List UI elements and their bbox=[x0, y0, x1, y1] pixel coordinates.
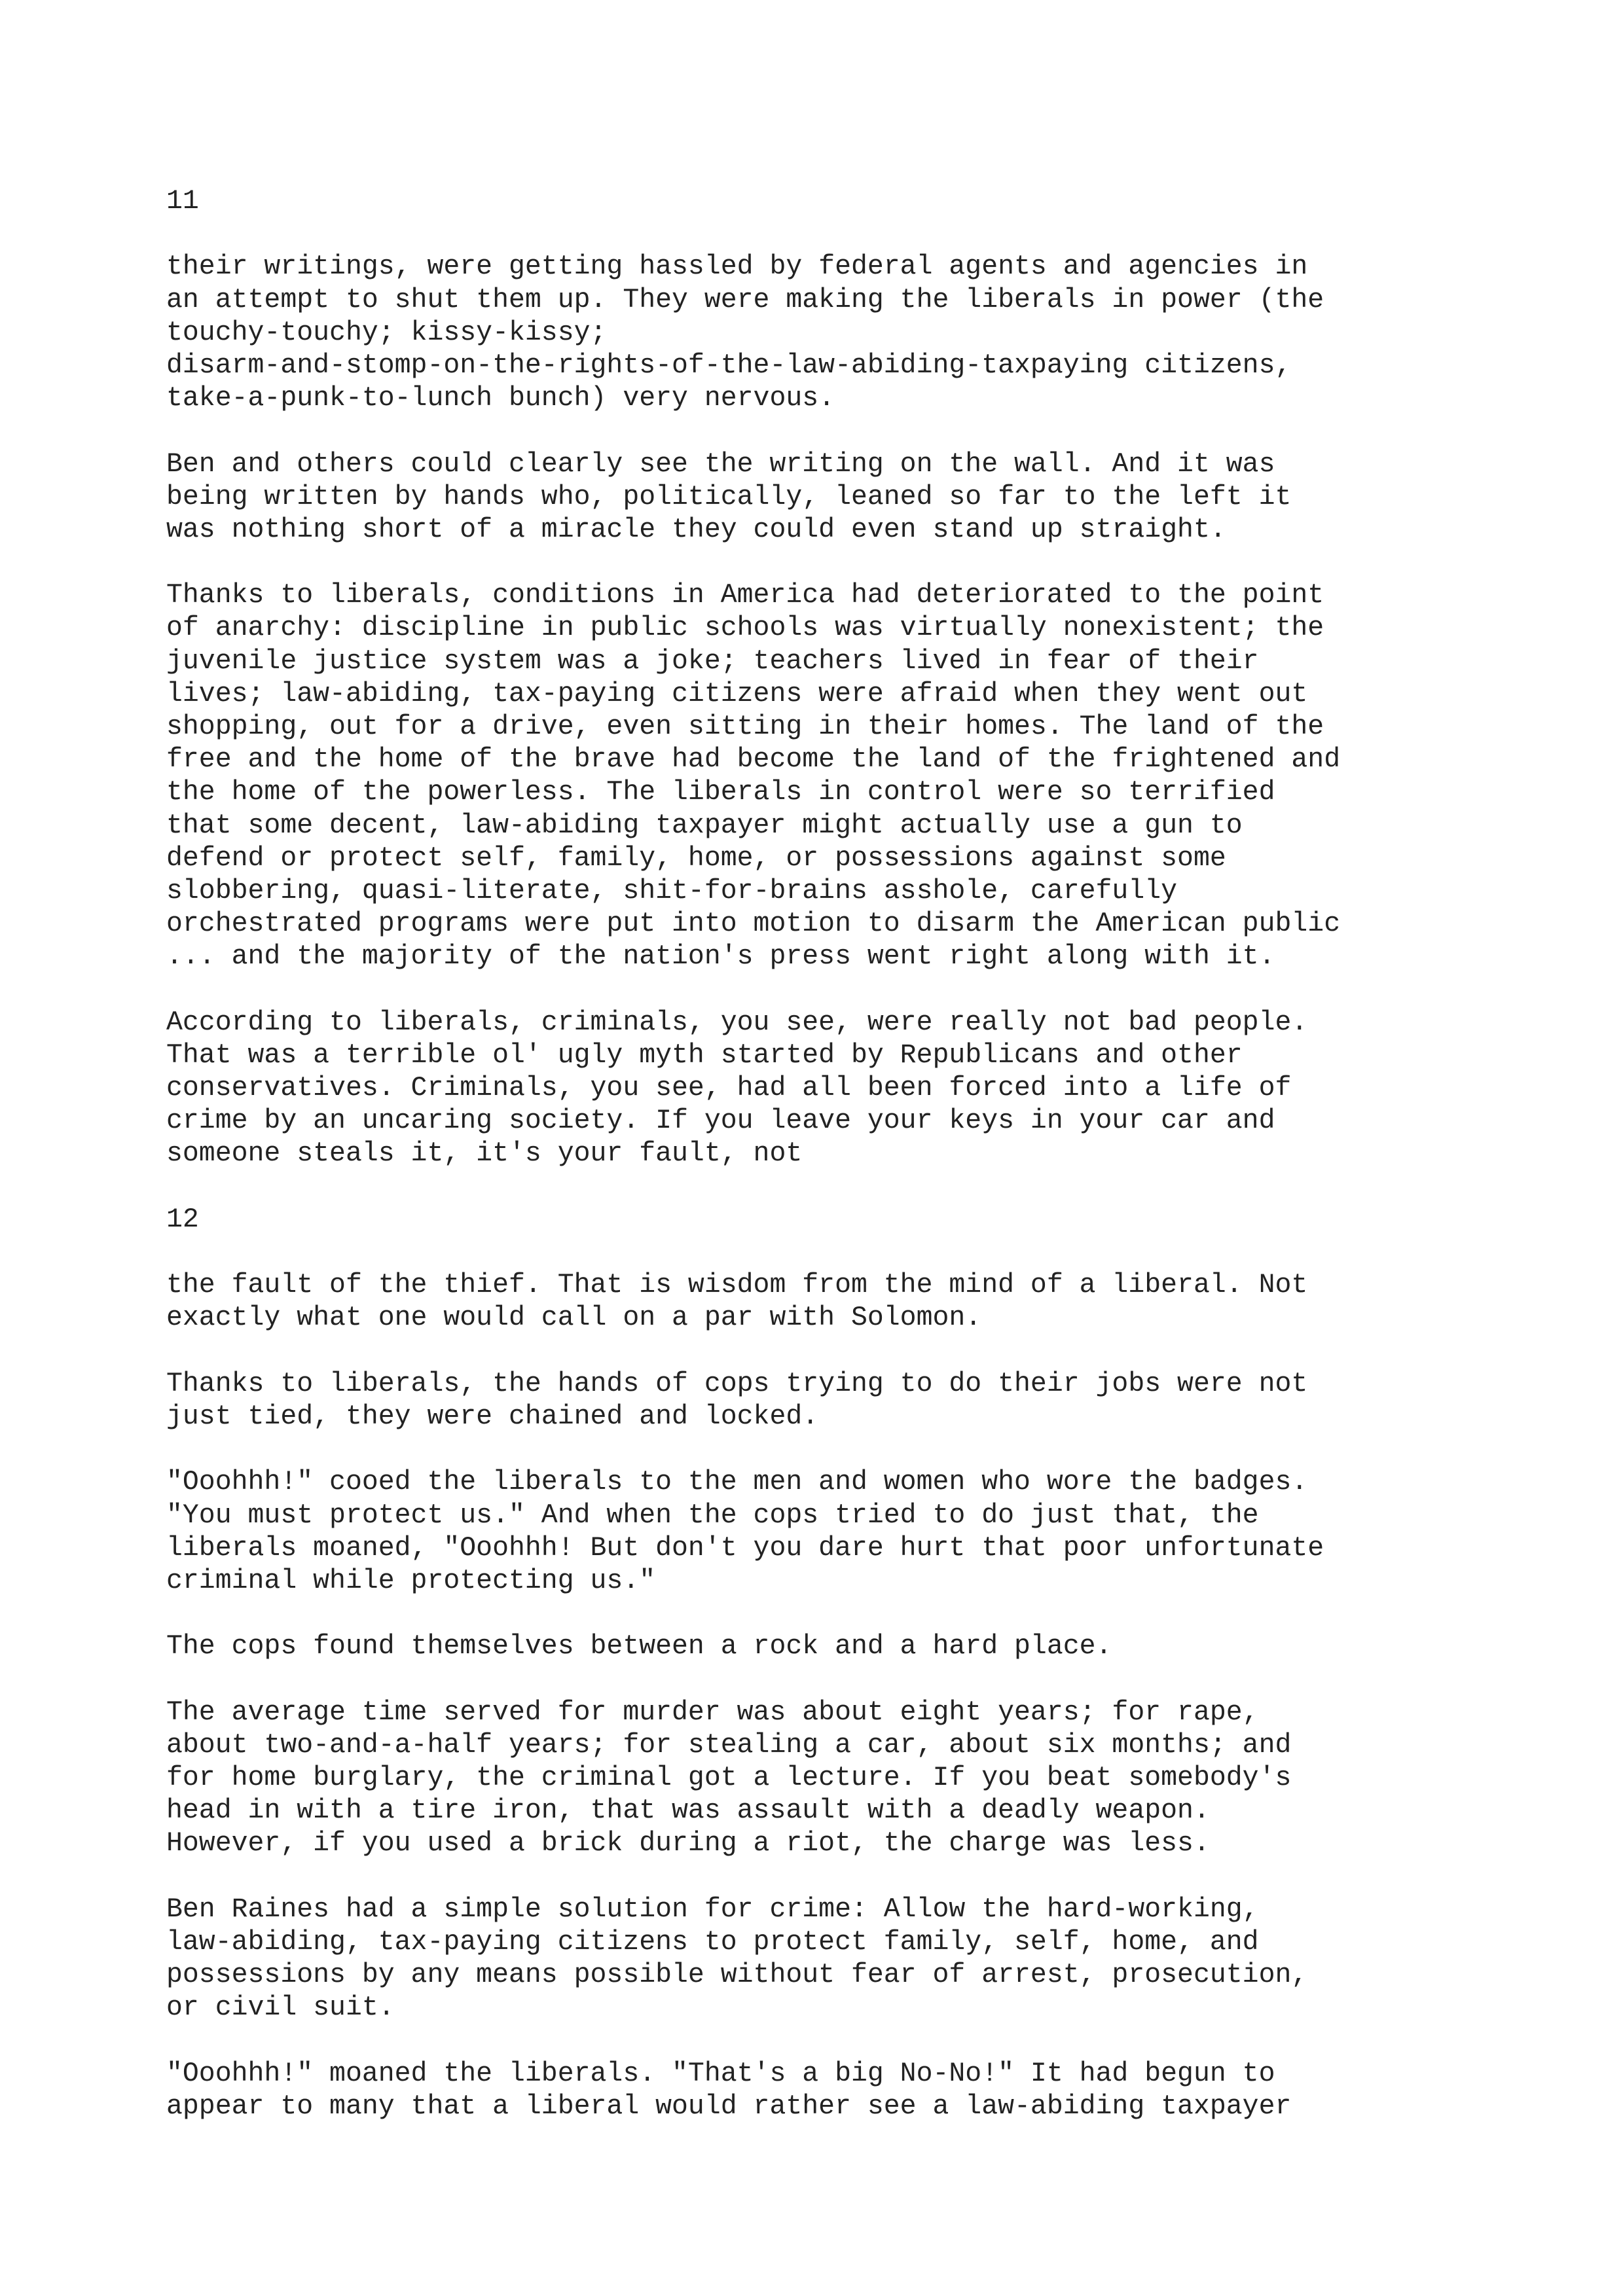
text-line: shopping, out for a drive, even sitting in their homes. The land of the bbox=[166, 711, 1324, 743]
text-line: liberals moaned, "Ooohhh! But don't you dare hurt that poor unfortunate bbox=[166, 1532, 1324, 1564]
text-line: juvenile justice system was a joke; teachers lived in fear of their bbox=[166, 645, 1259, 677]
paragraph bbox=[166, 1630, 1476, 1663]
paragraph bbox=[166, 251, 1476, 415]
text-line: That was a terrible ol' ugly myth started by Republicans and other bbox=[166, 1039, 1243, 1071]
text-line: According to liberals, criminals, you see, were really not bad people. bbox=[166, 1007, 1308, 1038]
text-line: ... and the majority of the nation's press went right along with it. bbox=[166, 941, 1275, 973]
text-line: or civil suit. bbox=[166, 1992, 395, 2024]
text-line: "You must protect us." And when the cops tried to do just that, the bbox=[166, 1499, 1259, 1531]
text-line: touchy-touchy; kissy-kissy; bbox=[166, 317, 607, 348]
paragraph bbox=[166, 1269, 1476, 1335]
text-line: the fault of the thief. That is wisdom from the mind of a liberal. Not bbox=[166, 1270, 1308, 1301]
text-line: Thanks to liberals, the hands of cops trying to do their jobs were not bbox=[166, 1368, 1308, 1399]
text-line: The cops found themselves between a rock and a hard place. bbox=[166, 1631, 1112, 1662]
paragraph bbox=[166, 1893, 1476, 2025]
text-line: The average time served for murder was about eight years; for rape, bbox=[166, 1696, 1259, 1728]
text-line: an attempt to shut them up. They were making the liberals in power (the bbox=[166, 284, 1324, 315]
text-line: of anarchy: discipline in public schools was virtually nonexistent; the bbox=[166, 613, 1324, 644]
text-line: disarm-and-stomp-on-the-rights-of-the-law-abiding-taxpaying citizens, bbox=[166, 350, 1292, 381]
page-section-12 bbox=[166, 1204, 1476, 2123]
text-line: However, if you used a brick during a riot, the charge was less. bbox=[166, 1828, 1210, 1859]
text-line: about two-and-a-half years; for stealing a car, about six months; and bbox=[166, 1729, 1292, 1761]
text-line: that some decent, law-abiding taxpayer might actually use a gun to bbox=[166, 810, 1243, 841]
text-line: possessions by any means possible without fear of arrest, prosecution, bbox=[166, 1960, 1308, 1991]
text-line: their writings, were getting hassled by federal agents and agencies in bbox=[166, 251, 1308, 283]
text-line: free and the home of the brave had become the land of the frightened and bbox=[166, 744, 1341, 776]
paragraph bbox=[166, 1466, 1476, 1598]
page-section-11 bbox=[166, 185, 1476, 1171]
paragraph bbox=[166, 1007, 1476, 1171]
text-line: defend or protect self, family, home, or possessions against some bbox=[166, 842, 1226, 874]
text-line: slobbering, quasi-literate, shit-for-brains asshole, carefully bbox=[166, 875, 1178, 906]
text-line: Ben Raines had a simple solution for crime: Allow the hard-working, bbox=[166, 1893, 1259, 1925]
text-line: the home of the powerless. The liberals in control were so terrified bbox=[166, 777, 1275, 808]
text-line: just tied, they were chained and locked. bbox=[166, 1401, 819, 1432]
text-line: for home burglary, the criminal got a lecture. If you beat somebody's bbox=[166, 1763, 1292, 1794]
document-page bbox=[166, 185, 1476, 2123]
text-line: Thanks to liberals, conditions in America had deteriorated to the point bbox=[166, 580, 1324, 611]
text-line: law-abiding, tax-paying citizens to protect family, self, home, and bbox=[166, 1926, 1259, 1958]
text-line: take-a-punk-to-lunch bunch) very nervous. bbox=[166, 383, 835, 414]
text-line: head in with a tire iron, that was assault with a deadly weapon. bbox=[166, 1795, 1210, 1827]
text-line: exactly what one would call on a par with Solomon. bbox=[166, 1302, 982, 1334]
text-line: was nothing short of a miracle they could even stand up straight. bbox=[166, 514, 1226, 545]
paragraph bbox=[166, 1696, 1476, 1861]
text-line: criminal while protecting us." bbox=[166, 1565, 656, 1596]
paragraph bbox=[166, 2058, 1476, 2123]
text-line: "Ooohhh!" cooed the liberals to the men and women who wore the badges. bbox=[166, 1467, 1308, 1498]
text-line: lives; law-abiding, tax-paying citizens were afraid when they went out bbox=[166, 678, 1308, 709]
paragraph bbox=[166, 1368, 1476, 1433]
text-line: "Ooohhh!" moaned the liberals. "That's a big No-No!" It had begun to bbox=[166, 2058, 1275, 2089]
page-number: 11 bbox=[166, 186, 199, 217]
text-line: being written by hands who, politically, leaned so far to the left it bbox=[166, 481, 1292, 512]
text-line: orchestrated programs were put into motion to disarm the American public bbox=[166, 908, 1341, 940]
text-line: Ben and others could clearly see the writing on the wall. And it was bbox=[166, 448, 1275, 480]
text-line: crime by an uncaring society. If you leave your keys in your car and bbox=[166, 1105, 1275, 1137]
page-number: 12 bbox=[166, 1204, 199, 1235]
paragraph bbox=[166, 448, 1476, 547]
paragraph bbox=[166, 579, 1476, 973]
text-line: conservatives. Criminals, you see, had all been forced into a life of bbox=[166, 1073, 1292, 1104]
text-line: appear to many that a liberal would rather see a law-abiding taxpayer bbox=[166, 2090, 1292, 2122]
text-line: someone steals it, it's your fault, not bbox=[166, 1138, 803, 1170]
